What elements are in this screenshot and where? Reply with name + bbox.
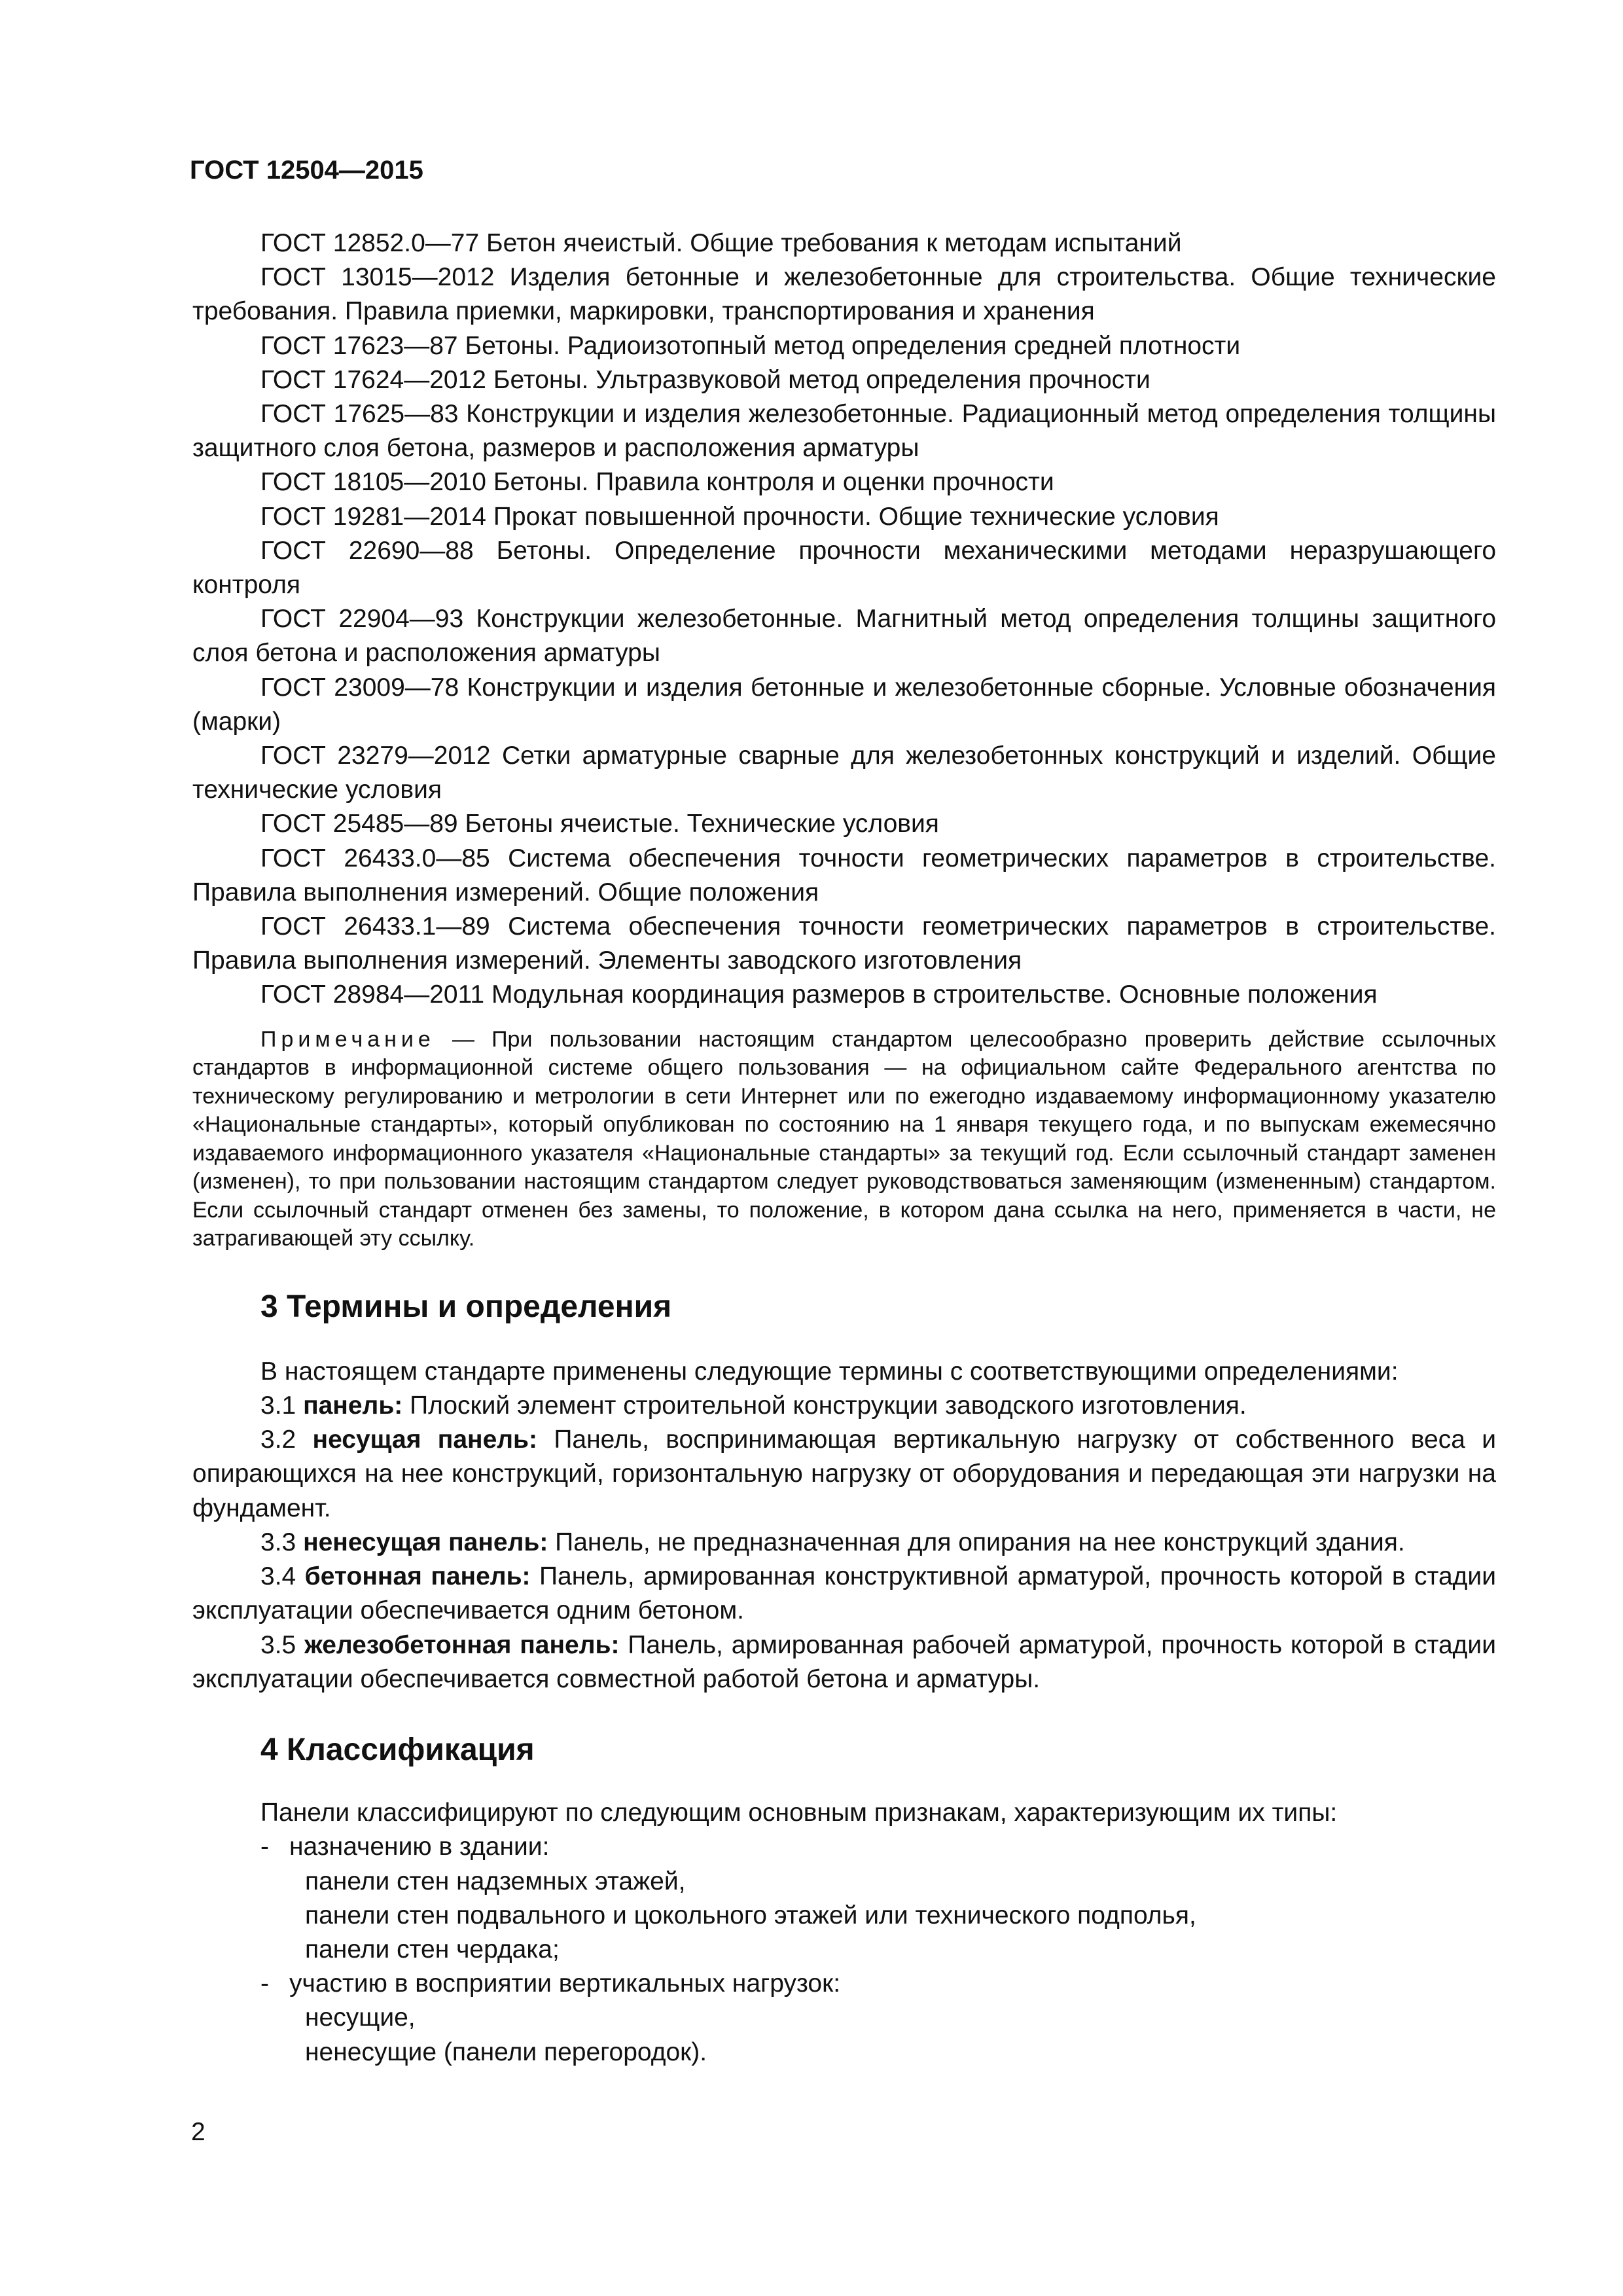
list-dash: -: [260, 1833, 269, 1861]
reference-code: ГОСТ 22904—93: [260, 605, 464, 634]
reference-title: Конструкции и изделия бетонные и железобетонные сборные. Условные обозначения (марки): [192, 673, 1496, 736]
classification-criterion: [192, 1830, 1496, 1864]
reference-code: ГОСТ 17624—2012: [260, 365, 487, 394]
reference-code: ГОСТ 28984—2011: [260, 980, 485, 1009]
reference-item: [192, 671, 1496, 739]
reference-code: ГОСТ 23009—78: [260, 673, 459, 702]
reference-title: Система обеспечения точности геометрических параметров в строительстве. Правила выполнения измерений. Элементы заводского изготовления: [192, 912, 1496, 975]
classification-criterion: [192, 1967, 1496, 2001]
reference-title: Бетоны. Правила контроля и оценки прочности: [493, 468, 1054, 497]
reference-code: ГОСТ 22690—88: [260, 536, 474, 565]
reference-item: [192, 910, 1496, 978]
definition-term: панель:: [303, 1391, 403, 1420]
definition-number: 3.2: [260, 1426, 313, 1454]
reference-item: [192, 397, 1496, 465]
reference-title: Бетоны. Определение прочности механическими методами неразрушающего контроля: [192, 536, 1497, 600]
definition-term: бетонная панель:: [304, 1562, 531, 1591]
section-4-intro: Панели классифицируют по следующим основным признакам, характеризующим их типы:: [260, 1799, 1338, 1827]
reference-title: Сетки арматурные сварные для железобетонных конструкций и изделий. Общие технические условия: [192, 742, 1496, 804]
definition-item: [192, 1423, 1496, 1526]
reference-item: [192, 465, 1496, 499]
reference-item: [192, 807, 1496, 841]
definition-item: [192, 1560, 1496, 1628]
reference-code: ГОСТ 18105—2010: [260, 468, 487, 497]
reference-code: ГОСТ 25485—89: [260, 810, 458, 838]
reference-code: ГОСТ 19281—2014: [260, 502, 487, 531]
reference-title: Бетон ячеистый. Общие требования к методам испытаний: [486, 229, 1182, 257]
definition-text: Панель, армированная рабочей арматурой, прочность которой в стадии эксплуатации обеспечивается совместной работой бетона и арматуры.: [192, 1630, 1496, 1693]
list-dash: -: [260, 1969, 269, 1998]
classification-item: панели стен подвального и цокольного этажей или технического подполья,: [305, 1901, 1196, 1929]
reference-code: ГОСТ 12852.0—77: [260, 229, 480, 257]
reference-title: Бетоны ячеистые. Технические условия: [465, 810, 939, 838]
note-paragraph: [192, 1026, 1496, 1253]
definition-number: 3.4: [260, 1562, 305, 1591]
definition-item: [192, 1389, 1496, 1423]
classification-item: панели стен надземных этажей,: [305, 1867, 686, 1895]
definition-number: 3.1: [260, 1391, 304, 1420]
definition-item: [192, 1526, 1496, 1560]
reference-title: Конструкции и изделия железобетонные. Радиационный метод определения толщины защитного слоя бетона, размеров и расположения арматуры: [192, 400, 1496, 463]
definition-term: железобетонная панель:: [304, 1630, 620, 1659]
reference-title: Бетоны. Ультразвуковой метод определения прочности: [493, 365, 1150, 394]
classification-item: панели стен чердака;: [305, 1935, 560, 1964]
standard-header: ГОСТ 12504—2015: [190, 156, 423, 185]
reference-item: [192, 739, 1496, 807]
reference-title: Прокат повышенной прочности. Общие технические условия: [493, 502, 1219, 531]
classification-item: ненесущие (панели перегородок).: [305, 2037, 707, 2066]
definition-number: 3.5: [260, 1630, 305, 1659]
reference-code: ГОСТ 13015—2012: [260, 263, 495, 292]
reference-item: [192, 602, 1496, 670]
definition-text: Плоский элемент строительной конструкции заводского изготовления.: [402, 1391, 1247, 1420]
reference-item: [192, 226, 1496, 260]
reference-title: Бетоны. Радиоизотопный метод определения средней плотности: [465, 331, 1241, 360]
reference-code: ГОСТ 17625—83: [260, 400, 459, 429]
definition-text: Панель, воспринимающая вертикальную нагрузку от собственного веса и опирающихся на нее конструкций, горизонтальную нагрузку от оборудования и передающая эти нагрузки на фундамент.: [192, 1426, 1496, 1522]
references-list: [192, 226, 1496, 1013]
reference-code: ГОСТ 23279—2012: [260, 742, 491, 770]
definition-text: Панель, не предназначенная для опирания на нее конструкций здания.: [548, 1528, 1405, 1556]
classification-item: несущие,: [305, 2003, 416, 2032]
reference-title: Модульная координация размеров в строительстве. Основные положения: [491, 980, 1378, 1009]
reference-item: [192, 363, 1496, 397]
definition-item: [192, 1628, 1496, 1696]
definition-term: несущая панель:: [312, 1426, 538, 1454]
note-label: Примечание: [260, 1026, 435, 1052]
reference-item: [192, 534, 1496, 602]
reference-title: Конструкции железобетонные. Магнитный метод определения толщины защитного слоя бетона и расположения арматуры: [192, 605, 1497, 668]
reference-title: Изделия бетонные и железобетонные для строительства. Общие технические требования. Правила приемки, маркировки, транспортирования и хранения: [192, 263, 1496, 326]
reference-item: [192, 978, 1496, 1012]
classification-block: [192, 1796, 1496, 2070]
page-number: 2: [191, 2118, 205, 2146]
criterion-label: участию в восприятии вертикальных нагрузок:: [289, 1969, 841, 1998]
note-text: — При пользовании настоящим стандартом целесообразно проверить действие ссылочных стандартов в информационной системе общего пользования — на официальном сайте Федерального агентства по техническому регулированию и метрологии в сети Интернет или по ежегодно издаваемому информационному указателю «Национальные стандарты», который опубликован по состоянию на 1 января текущего года, и по выпускам ежемесячно издаваемого информационного указателя «Национальные стандарты» за текущий год. Если ссылочный стандарт заменен (изменен), то при пользовании настоящим стандартом следует руководствоваться заменяющим (измененным) стандартом. Если ссылочный стандарт отменен без замены, то положение, в котором дана ссылка на него, применяется в части, не затрагивающей эту ссылку.: [192, 1026, 1496, 1251]
reference-item: [192, 329, 1496, 363]
reference-item: [192, 842, 1496, 910]
reference-item: [192, 500, 1496, 534]
page-content: [192, 226, 1496, 2070]
reference-code: ГОСТ 26433.0—85: [260, 844, 490, 872]
definition-text: Панель, армированная конструктивной арматурой, прочность которой в стадии эксплуатации обеспечивается одним бетоном.: [192, 1562, 1496, 1625]
definitions-list: [192, 1355, 1496, 1696]
reference-code: ГОСТ 26433.1—89: [260, 912, 490, 941]
criterion-label: назначению в здании:: [289, 1833, 550, 1861]
reference-code: ГОСТ 17623—87: [260, 331, 458, 360]
reference-title: Система обеспечения точности геометрических параметров в строительстве. Правила выполнения измерений. Общие положения: [192, 844, 1496, 906]
reference-item: [192, 260, 1496, 329]
section-3-heading: 3 Термины и определения: [260, 1289, 672, 1324]
definition-term: ненесущая панель:: [303, 1528, 548, 1556]
definition-number: 3.3: [260, 1528, 304, 1556]
section-3-intro: В настоящем стандарте применены следующие термины с соответствующими определениями:: [260, 1357, 1399, 1386]
section-4-heading: 4 Классификация: [260, 1732, 535, 1767]
